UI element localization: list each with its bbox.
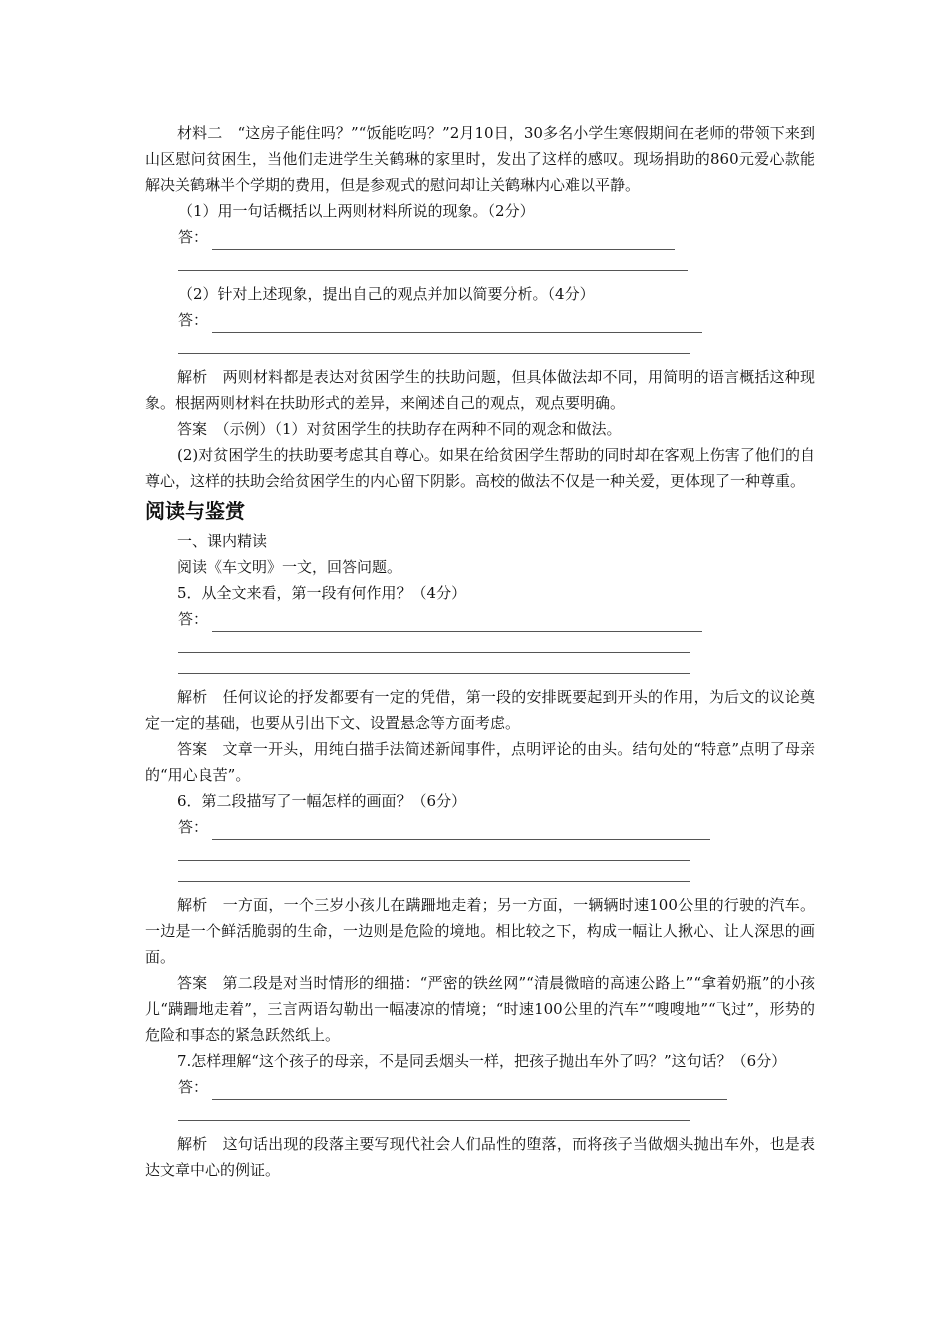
- answer-key-5: 答案 文章一开头，用纯白描手法简述新闻事件，点明评论的由头。结句处的“特意”点明了母亲的“用心良苦”。: [145, 740, 815, 784]
- question-1: （1）用一句话概括以上两则材料所说的现象。（2分）: [178, 202, 535, 220]
- document-page: [145, 120, 815, 1183]
- analysis-7: 解析 这句话出现的段落主要写现代社会人们品性的堕落，而将孩子当做烟头抛出车外，也是表达文章中心的例证。: [145, 1135, 815, 1179]
- answer-label: 答：: [178, 311, 209, 329]
- answer-blank[interactable]: [212, 821, 710, 840]
- material-2: 材料二 “这房子能住吗？”“饭能吃吗？”2月10日，30多名小学生寒假期间在老师的带领下来到山区慰问贫困生，当他们走进学生关鹤琳的家里时，发出了这样的感叹。现场捐助的860元爱心款能解决关鹤琳半个学期的费用，但是参观式的慰问却让关鹤琳内心难以平静。: [145, 124, 815, 194]
- answer-key-6: 答案 第二段是对当时情形的细描：“严密的铁丝网”“清晨微暗的高速公路上”“拿着奶瓶”的小孩儿“蹒跚地走着”，三言两语勾勒出一幅凄凉的情境；“时速100公里的汽车”“嗖嗖地”“飞过”，形势的危险和事态的紧急跃然纸上。: [145, 974, 815, 1044]
- answer-blank[interactable]: [178, 250, 688, 271]
- answer-blank[interactable]: [178, 333, 690, 354]
- analysis-1: 解析 两则材料都是表达对贫困学生的扶助问题，但具体做法却不同，用简明的语言概括这种现象。根据两则材料在扶助形式的差异，来阐述自己的观点，观点要明确。: [145, 368, 815, 412]
- answer-blank[interactable]: [212, 613, 702, 632]
- answer-line[interactable]: [145, 1074, 815, 1100]
- answer-label: 答：: [178, 818, 209, 836]
- answer-line[interactable]: [145, 307, 815, 333]
- answer-label: 答：: [178, 610, 209, 628]
- question-5: 5．从全文来看，第一段有何作用？（4分）: [177, 584, 467, 602]
- answer-blank[interactable]: [178, 653, 690, 674]
- answer-line[interactable]: [145, 606, 815, 632]
- analysis-6: 解析 一方面，一个三岁小孩儿在蹒跚地走着；另一方面，一辆辆时速100公里的行驶的汽车。一边是一个鲜活脆弱的生命，一边则是危险的境地。相比较之下，构成一幅让人揪心、让人深思的画面。: [145, 896, 815, 966]
- question-6: 6．第二段描写了一幅怎样的画面？（6分）: [177, 792, 467, 810]
- answer-blank[interactable]: [212, 231, 675, 250]
- answer-blank[interactable]: [178, 632, 690, 653]
- answer-blank[interactable]: [178, 840, 690, 861]
- answer-key-1b: (2)对贫困学生的扶助要考虑其自尊心。如果在给贫困学生帮助的同时却在客观上伤害了他们的自尊心，这样的扶助会给贫困学生的内心留下阴影。高校的做法不仅是一种关爱，更体现了一种尊重。: [145, 446, 815, 490]
- reading-instruction: 阅读《车文明》一文，回答问题。: [177, 558, 403, 576]
- answer-key-1: 答案 （示例）（1）对贫困学生的扶助存在两种不同的观念和做法。: [177, 420, 622, 438]
- answer-line[interactable]: [145, 224, 815, 250]
- answer-blank[interactable]: [178, 1100, 690, 1121]
- question-2: （2）针对上述现象，提出自己的观点并加以简要分析。（4分）: [178, 285, 595, 303]
- analysis-5: 解析 任何议论的抒发都要有一定的凭借，第一段的安排既要起到开头的作用，为后文的议论奠定一定的基础，也要从引出下文、设置悬念等方面考虑。: [145, 688, 815, 732]
- answer-label: 答：: [178, 228, 209, 246]
- subsection-title: 一、课内精读: [177, 532, 268, 550]
- answer-blank[interactable]: [212, 314, 702, 333]
- answer-label: 答：: [178, 1078, 209, 1096]
- answer-blank[interactable]: [178, 861, 690, 882]
- section-heading: 阅读与鉴赏: [145, 499, 245, 523]
- answer-blank[interactable]: [212, 1081, 727, 1100]
- question-7: 7.怎样理解“这个孩子的母亲，不是同丢烟头一样，把孩子抛出车外了吗？”这句话？（6分）: [177, 1052, 787, 1070]
- answer-line[interactable]: [145, 814, 815, 840]
